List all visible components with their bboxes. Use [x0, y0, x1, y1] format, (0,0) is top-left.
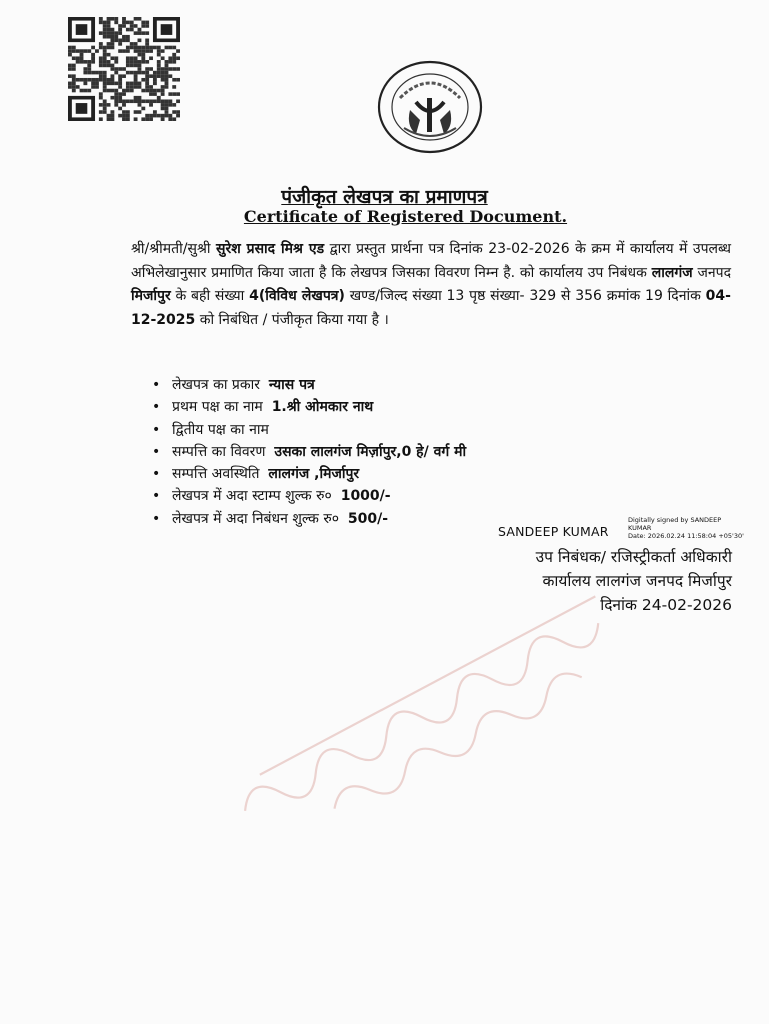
serial-number: 19	[645, 288, 663, 304]
certificate-title-hindi: पंजीकृत लेखपत्र का प्रमाणपत्र	[281, 186, 488, 208]
list-item	[152, 463, 466, 485]
digital-signature-line: Date: 2026.02.24 11:58:04 +05'30'	[628, 532, 744, 540]
list-item	[152, 441, 466, 463]
list-item	[152, 485, 466, 507]
list-item	[152, 396, 466, 418]
issue-date-label: दिनांक	[600, 596, 637, 614]
text: से	[560, 288, 571, 304]
detail-value: उसका लालगंज मिर्ज़ापुर,0 हे/ वर्ग मी	[274, 443, 467, 460]
detail-value: लालगंज ,मिर्जापुर	[268, 466, 360, 483]
digital-signature-line: KUMAR	[628, 524, 652, 532]
officer-block	[470, 545, 732, 617]
detail-label: द्वितीय पक्ष का नाम	[172, 421, 269, 438]
page-to: 356	[575, 288, 602, 304]
detail-value: न्यास पत्र	[268, 377, 315, 393]
application-date: 23-02-2026	[488, 241, 570, 257]
digital-signature-line: Digitally signed by SANDEEP	[628, 516, 722, 524]
applicant-name: सुरेश प्रसाद मिश्र एड	[216, 241, 325, 257]
text: के क्रम में कार्यालय में उपलब्ध अभिलेखानुसार प्रमाणित किया जाता है कि लेखपत्र जिसका विवरण निम्न है. को कार्यालय उप निबंधक	[131, 241, 732, 281]
text: क्रमांक	[606, 288, 641, 304]
text: द्वारा प्रस्तुत प्रार्थना पत्र दिनांक	[329, 241, 483, 257]
text: को निबंधित / पंजीकृत किया गया है ।	[199, 311, 389, 328]
sub-registrar-office: लालगंज	[651, 264, 693, 281]
text: जनपद	[697, 264, 731, 281]
certificate-title-english: Certificate of Registered Document.	[243, 207, 568, 226]
detail-value: 1000/-	[340, 488, 391, 505]
qr-code	[68, 17, 180, 121]
document-details-list	[152, 374, 466, 530]
text: खण्ड/जिल्द संख्या	[349, 288, 442, 304]
text: पृष्ठ संख्या-	[469, 288, 525, 304]
text: के बही संख्या	[175, 288, 245, 304]
officer-office: कार्यालय लालगंज जनपद मिर्जापुर	[542, 572, 732, 590]
detail-label: लेखपत्र का प्रकार	[172, 377, 260, 393]
detail-label: सम्पत्ति का विवरण	[172, 443, 266, 460]
list-item	[152, 374, 466, 396]
volume-number: 13	[446, 288, 465, 304]
detail-label: सम्पत्ति अवस्थिति	[172, 466, 260, 483]
detail-label: प्रथम पक्ष का नाम	[172, 399, 263, 416]
registration-date: 04-12-2025	[131, 288, 731, 328]
signer-name: SANDEEP KUMAR	[498, 524, 609, 539]
detail-label: लेखपत्र में अदा निबंधन शुल्क रु०	[172, 510, 340, 527]
honorific: श्री/श्रीमती/सुश्री	[131, 241, 211, 257]
issue-date	[470, 593, 732, 617]
page-from: 329	[529, 288, 557, 304]
certificate-paragraph	[131, 238, 731, 332]
detail-label: लेखपत्र में अदा स्टाम्प शुल्क रु०	[172, 488, 332, 505]
list-item	[152, 419, 466, 441]
officer-designation: उप निबंधक/ रजिस्ट्रीकर्ता अधिकारी	[535, 548, 732, 566]
detail-value: 1.श्री ओमकार नाथ	[271, 399, 374, 416]
state-emblem-logo	[376, 58, 484, 156]
district: मिर्जापुर	[131, 288, 171, 304]
book-number: 4(विविध लेखपत्र)	[249, 288, 345, 304]
digital-signature-stamp	[628, 516, 758, 540]
list-item	[152, 508, 466, 530]
issue-date-value: 24-02-2026	[641, 596, 732, 614]
detail-value: 500/-	[347, 510, 389, 527]
text: दिनांक	[667, 288, 701, 304]
